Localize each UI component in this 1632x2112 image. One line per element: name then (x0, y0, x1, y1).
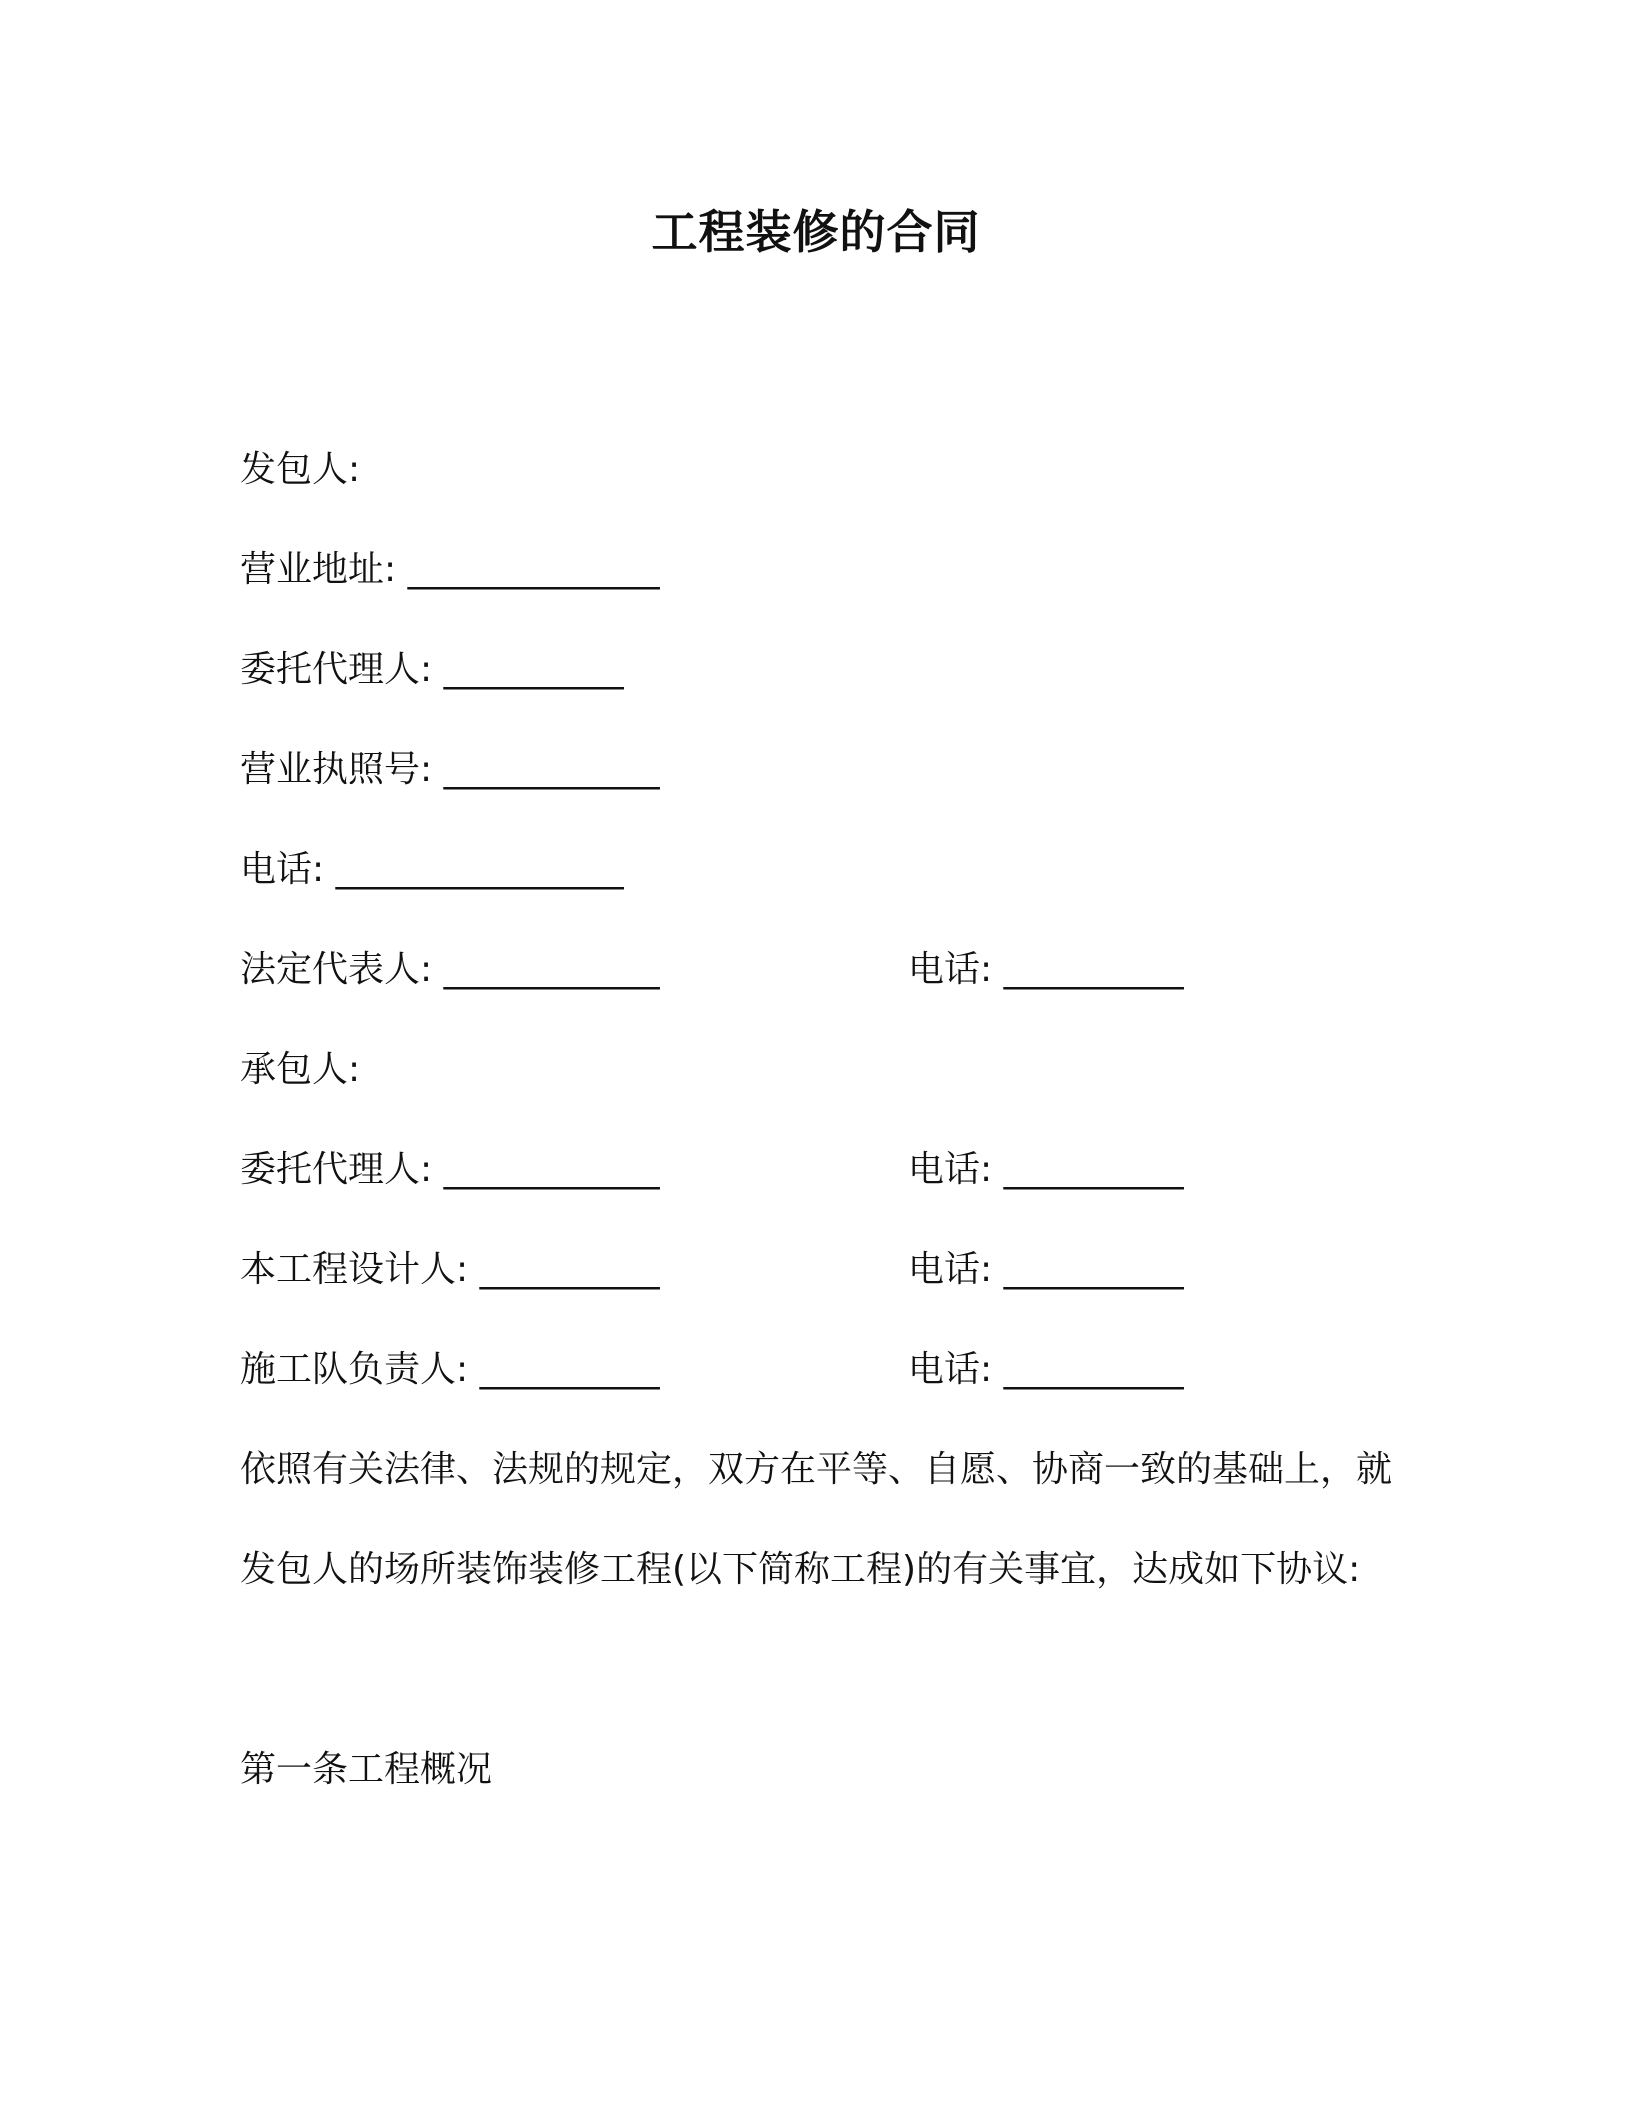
designer-field: 本工程设计人: __________ (240, 1249, 660, 1290)
legal-representative-phone-field: 电话: __________ (908, 949, 1184, 990)
business-license-field: 营业执照号: ____________ (240, 749, 660, 790)
designer-phone-field: 电话: __________ (908, 1249, 1184, 1290)
employer-phone-field: 电话: ________________ (240, 849, 624, 890)
section-heading: 第一条工程概况 (240, 1749, 493, 1790)
contractor-agent-field: 委托代理人: ____________ (240, 1149, 660, 1190)
business-address-field: 营业地址: ______________ (240, 549, 660, 590)
agreement-paragraph: 依照有关法律、法规的规定，双方在平等、自愿、协商一致的基础上，就发包人的场所装饰装修工程(以下简称工程)的有关事宜，达成如下协议: (240, 1449, 1393, 1590)
construction-lead-phone-field: 电话: __________ (908, 1349, 1184, 1390)
contractor-agent-phone-field: 电话: __________ (908, 1149, 1184, 1190)
employer-agent-field: 委托代理人: __________ (240, 649, 624, 690)
document-title: 工程装修的合同 (651, 205, 981, 259)
construction-lead-field: 施工队负责人: __________ (240, 1349, 660, 1390)
contractor-label: 承包人: (240, 1049, 361, 1090)
employer-label: 发包人: (240, 449, 361, 490)
legal-representative-field: 法定代表人: ____________ (240, 949, 660, 990)
